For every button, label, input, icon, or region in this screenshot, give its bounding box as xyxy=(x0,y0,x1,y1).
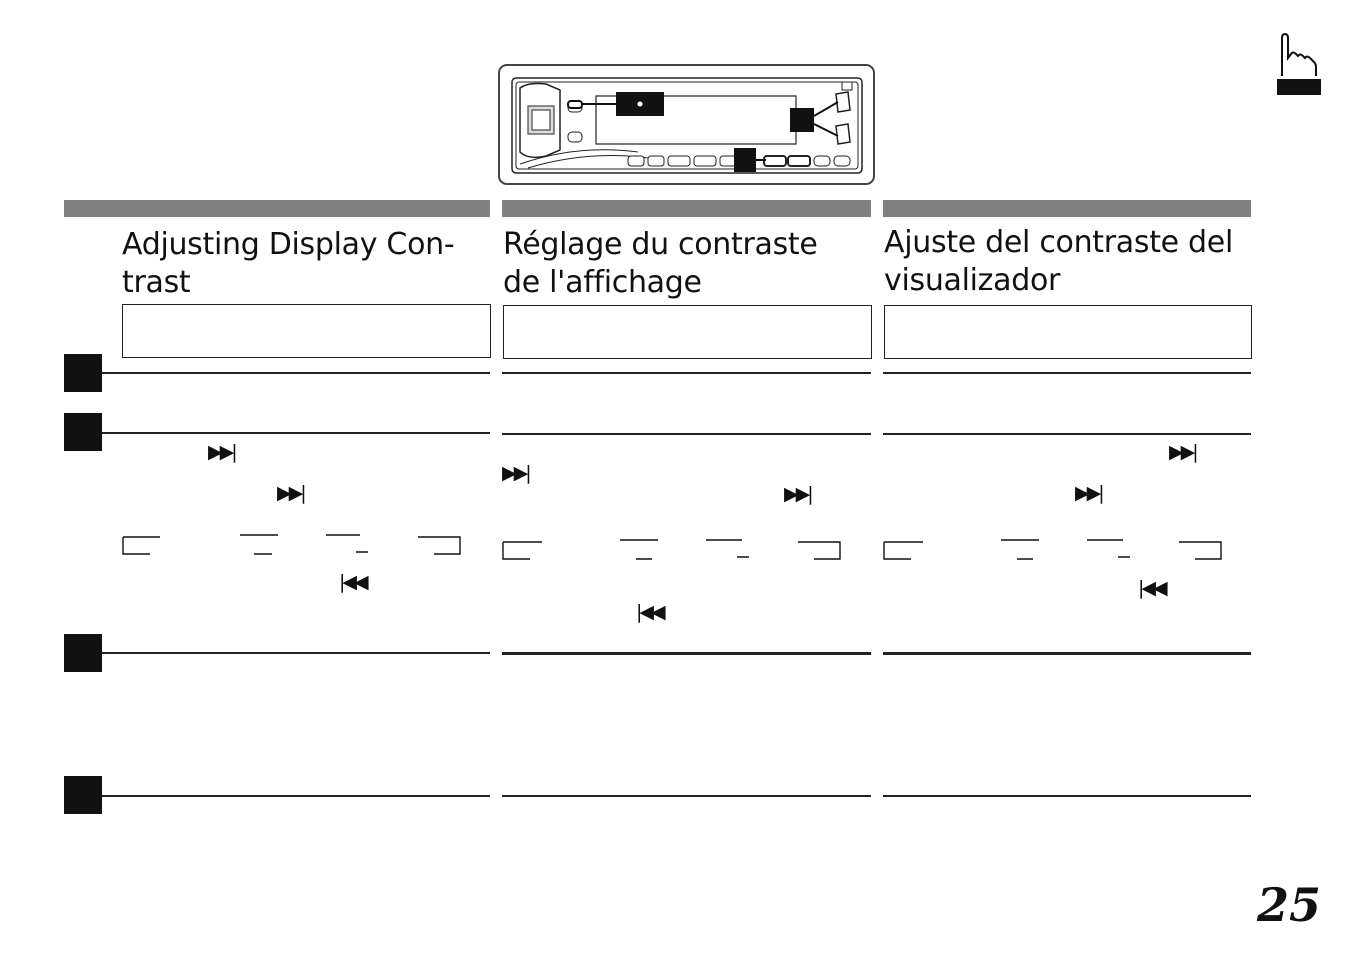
step-4-rule-fr xyxy=(502,795,871,797)
previous-track-icon: |◀◀ xyxy=(1138,577,1165,599)
car-stereo-illustration xyxy=(498,64,876,186)
step-2-rule-es xyxy=(883,433,1251,435)
previous-track-icon: |◀◀ xyxy=(339,571,366,593)
section-title-es: Ajuste del contraste del visualizador xyxy=(884,225,1233,298)
step-3-rule-es xyxy=(883,652,1251,655)
step-4-rule-es xyxy=(883,795,1251,797)
step-1-rule-es xyxy=(883,372,1251,374)
contrast-level-diagram-es xyxy=(881,537,1226,563)
step-2-rule-en xyxy=(102,432,490,434)
step-3-rule-en xyxy=(102,652,490,654)
step-marker-2 xyxy=(64,413,102,451)
section-title-fr: Réglage du contraste de l'affichage xyxy=(503,227,818,300)
next-track-icon: ▶▶| xyxy=(784,483,811,505)
step-marker-4 xyxy=(64,776,102,814)
step-2-rule-fr xyxy=(502,433,871,435)
previous-track-icon: |◀◀ xyxy=(636,601,663,623)
next-track-icon: ▶▶| xyxy=(277,482,304,504)
next-track-icon: ▶▶| xyxy=(502,462,529,484)
next-track-icon: ▶▶| xyxy=(208,441,235,463)
note-box-fr xyxy=(503,305,872,359)
step-4-rule-en xyxy=(102,795,490,797)
hand-pointer-icon xyxy=(1276,32,1322,96)
step-1-rule-fr xyxy=(502,372,871,374)
step-1-rule-en xyxy=(102,372,490,374)
section-header-bar-en xyxy=(64,200,490,217)
contrast-level-diagram-fr xyxy=(500,537,845,563)
note-box-en xyxy=(122,304,491,358)
page-number: 25 xyxy=(1256,878,1321,932)
note-box-es xyxy=(884,305,1252,359)
next-track-icon: ▶▶| xyxy=(1075,482,1102,504)
step-marker-1 xyxy=(64,354,102,392)
section-title-en: Adjusting Display Con- trast xyxy=(122,227,455,300)
section-header-bar-fr xyxy=(502,200,871,217)
step-marker-3 xyxy=(64,634,102,672)
next-track-icon: ▶▶| xyxy=(1169,441,1196,463)
contrast-level-diagram-en xyxy=(120,532,465,558)
step-3-rule-fr xyxy=(502,652,871,655)
section-header-bar-es xyxy=(883,200,1251,217)
